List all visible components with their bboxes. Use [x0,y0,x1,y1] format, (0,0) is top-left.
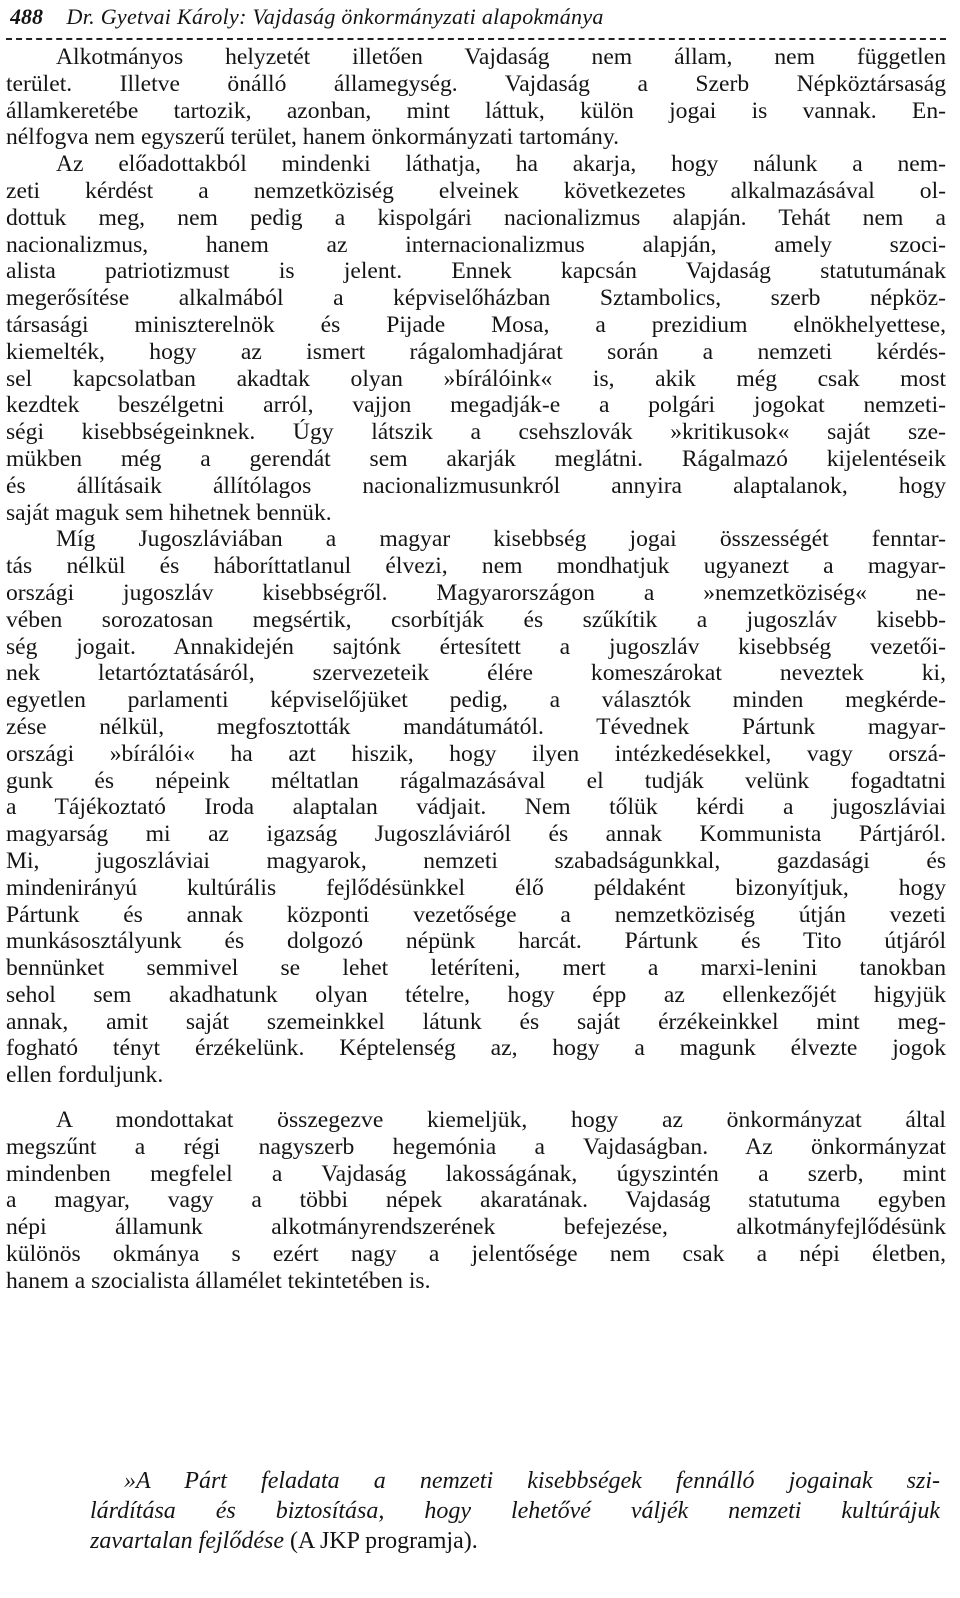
text-line: ségi kisebbségeinknek. Úgy látszik a csehszlovák »kritikusok« saját sze- [6,419,946,446]
text-line: megerősítése alkalmából a képviselőházban Sztambolics, szerb népköz- [6,285,946,312]
text-line: dottuk meg, nem pedig a kispolgári nacionalizmus alapján. Tehát nem a [6,204,946,231]
text-line: mindenirányú kultúrális fejlődésünkkel élő példaként bizonyítjuk, hogy [6,874,946,901]
page-number: 488 [10,4,43,29]
quote-source: (A JKP programja). [289,1528,478,1554]
text-line: terület. Illetve önálló államegység. Vajdaság a Szerb Népköztársaság [6,70,946,97]
text-line: annak, amit saját szemeinkkel látunk és saját érzékeinkkel mint meg- [6,1008,946,1035]
text-line: fogható tényt érzékelünk. Képtelenség az, hogy a magunk élvezte jogok [6,1035,946,1062]
text-line: országi jugoszláv kisebbségről. Magyarországon a »nemzetköziség« ne- [6,579,946,606]
text-line: Pártunk és annak központi vezetősége a nemzetköziség útján vezeti [6,901,946,928]
text-line: mükben még a gerendát sem akarják meglátni. Rágalmazó kijelentéseik [6,445,946,472]
epigraph-quote [90,1466,940,1556]
text-line: a magyar, vagy a többi népek akaratának. Vajdaság statutuma egyben [6,1187,946,1214]
text-line: kiemelték, hogy az ismert rágalomhadjárat során a nemzeti kérdés- [6,338,946,365]
text-line: A mondottakat összegezve kiemeljük, hogy az önkormányzat által [56,1107,946,1134]
quote-line-final [90,1526,940,1556]
text-line: sehol sem akadhatunk olyan tételre, hogy épp az ellenkezőjét higyjük [6,981,946,1008]
quote-line: »A Párt feladata a nemzeti kisebbségek fennálló jogainak szi- [124,1468,940,1494]
text-line: alista patriotizmust is jelent. Ennek kapcsán Vajdaság statutumának [6,258,946,285]
text-line: ellen forduljunk. [6,1062,164,1089]
text-line: népi államunk alkotmányrendszerének befejezése, alkotmányfejlődésünk [6,1214,946,1241]
text-line: kezdtek beszélgetni arról, vajjon megadják-e a polgári jogokat nemzeti- [6,392,946,419]
paragraph-gap [6,1089,946,1107]
quote-line: lárdítása és biztosítása, hogy lehetővé váljék nemzeti kultúrájuk [90,1498,940,1524]
text-line: tás nélkül és háboríttatlanul élvezi, nem mondhatjuk ugyanezt a magyar- [6,553,946,580]
text-line: egyetlen parlamenti képviselőjüket pedig, a választók minden megkérde- [6,687,946,714]
text-line: Az előadottakból mindenki láthatja, ha akarja, hogy nálunk a nem- [56,151,946,178]
text-line: országi »bírálói« ha azt hiszik, hogy ilyen intézkedésekkel, vagy orszá- [6,740,946,767]
text-line: mindenben megfelel a Vajdaság lakosságának, úgyszintén a szerb, mint [6,1160,946,1187]
text-line: gunk és népeink méltatlan rágalmazásával el tudják velünk fogadtatni [6,767,946,794]
text-line: bennünket semmivel se lehet letéríteni, mert a marxi-lenini tanokban [6,955,946,982]
text-line: államkeretébe tartozik, azonban, mint láttuk, külön jogai is vannak. En- [6,97,946,124]
running-head [10,4,946,38]
header-rule [6,38,946,40]
text-line: Míg Jugoszláviában a magyar kisebbség jogai összességét fenntar- [56,526,946,553]
text-line: különös okmánya s ezért nagy a jelentősége nem csak a népi életben, [6,1241,946,1268]
text-line: Mi, jugoszláviai magyarok, nemzeti szabadságunkkal, gazdasági és [6,847,946,874]
text-line: sel kapcsolatban akadtak olyan »bírálóink« is, akik még csak most [6,365,946,392]
text-line: saját maguk sem hihetnek bennük. [6,499,332,526]
text-line: magyarság mi az igazság Jugoszláviáról és annak Kommunista Pártjáról. [6,821,946,848]
running-title: Dr. Gyetvai Károly: Vajdaság önkormányzati alapokmánya [66,4,604,29]
text-line: nek letartóztatásáról, szervezeteik élére komeszárokat neveztek ki, [6,660,946,687]
text-line: hanem a szocialista államélet tekintetében is. [6,1267,431,1294]
quote-line-text: zavartalan fejlődése [90,1528,284,1554]
text-line: társasági miniszterelnök és Pijade Mosa, a prezidium elnökhelyettese, [6,311,946,338]
text-line: és állításaik állítólagos nacionalizmusunkról annyira alaptalanok, hogy [6,472,946,499]
text-line: megszűnt a régi nagyszerb hegemónia a Vajdaságban. Az önkormányzat [6,1133,946,1160]
text-line: vében sorozatosan megsértik, csorbítják és szűkítik a jugoszláv kisebb- [6,606,946,633]
text-line: Alkotmányos helyzetét illetően Vajdaság nem állam, nem független [56,44,946,70]
text-line: munkásosztályunk és dolgozó népünk harcát. Pártunk és Tito útjáról [6,928,946,955]
text-line: nélfogva nem egyszerű terület, hanem önkormányzati tartomány. [6,124,619,151]
body-text [6,44,946,1295]
text-line: zeti kérdést a nemzetköziség elveinek következetes alkalmazásával ol- [6,177,946,204]
text-line: ség jogait. Annakidején sajtónk értesített a jugoszláv kisebbség vezetői- [6,633,946,660]
text-line: nacionalizmus, hanem az internacionalizmus alapján, amely szoci- [6,231,946,258]
text-line: a Tájékoztató Iroda alaptalan vádjait. Nem tőlük kérdi a jugoszláviai [6,794,946,821]
text-line: zése nélkül, megfosztották mandátumától. Tévednek Pártunk magyar- [6,713,946,740]
